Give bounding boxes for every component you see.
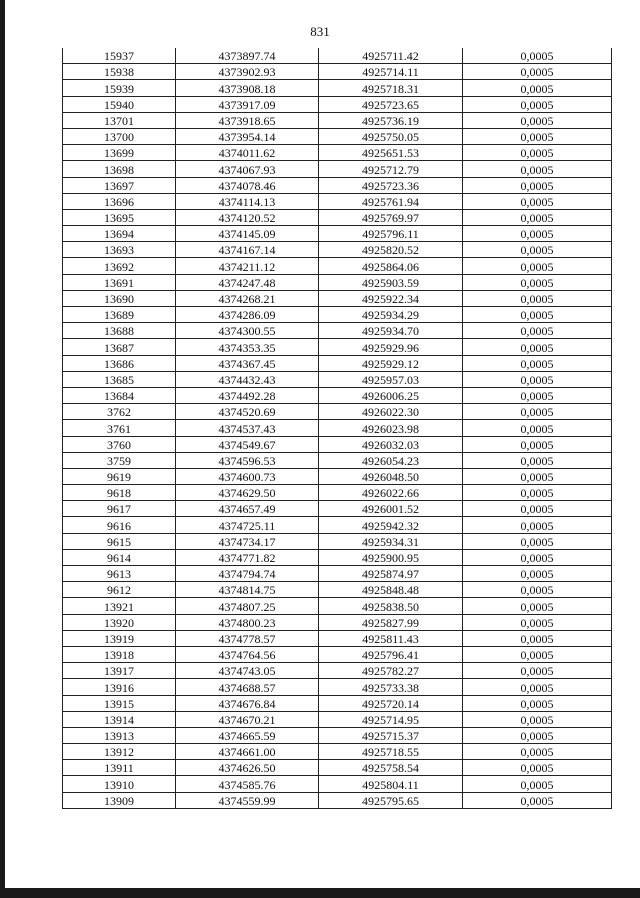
accuracy-cell: 0,0005 bbox=[463, 145, 612, 161]
point-number-cell: 13909 bbox=[63, 792, 176, 808]
x-coordinate-cell: 4374167.14 bbox=[176, 242, 319, 258]
accuracy-cell: 0,0005 bbox=[463, 258, 612, 274]
table-row bbox=[63, 339, 612, 355]
point-number-cell: 15940 bbox=[63, 96, 176, 112]
x-coordinate-cell: 4374367.45 bbox=[176, 355, 319, 371]
x-coordinate-cell: 4373954.14 bbox=[176, 128, 319, 144]
x-coordinate-cell: 4374725.11 bbox=[176, 517, 319, 533]
x-coordinate-cell: 4374559.99 bbox=[176, 792, 319, 808]
scan-border-left bbox=[0, 0, 5, 898]
point-number-cell: 13920 bbox=[63, 614, 176, 630]
point-number-cell: 15938 bbox=[63, 64, 176, 80]
accuracy-cell: 0,0005 bbox=[463, 663, 612, 679]
accuracy-cell: 0,0005 bbox=[463, 760, 612, 776]
table-row bbox=[63, 96, 612, 112]
x-coordinate-cell: 4374549.67 bbox=[176, 436, 319, 452]
table-row bbox=[63, 727, 612, 743]
y-coordinate-cell: 4926001.52 bbox=[319, 501, 463, 517]
table-row bbox=[63, 128, 612, 144]
table-row bbox=[63, 533, 612, 549]
x-coordinate-cell: 4374657.49 bbox=[176, 501, 319, 517]
point-number-cell: 13916 bbox=[63, 679, 176, 695]
table-row bbox=[63, 258, 612, 274]
table-row bbox=[63, 679, 612, 695]
accuracy-cell: 0,0005 bbox=[463, 48, 612, 64]
y-coordinate-cell: 4925900.95 bbox=[319, 549, 463, 565]
point-number-cell: 13697 bbox=[63, 177, 176, 193]
point-number-cell: 13921 bbox=[63, 598, 176, 614]
x-coordinate-cell: 4373908.18 bbox=[176, 80, 319, 96]
table-row bbox=[63, 193, 612, 209]
x-coordinate-cell: 4374600.73 bbox=[176, 468, 319, 484]
point-number-cell: 13912 bbox=[63, 744, 176, 760]
accuracy-cell: 0,0005 bbox=[463, 209, 612, 225]
table-row bbox=[63, 485, 612, 501]
table-row bbox=[63, 404, 612, 420]
point-number-cell: 13698 bbox=[63, 161, 176, 177]
y-coordinate-cell: 4925874.97 bbox=[319, 566, 463, 582]
x-coordinate-cell: 4374771.82 bbox=[176, 549, 319, 565]
y-coordinate-cell: 4926032.03 bbox=[319, 436, 463, 452]
point-number-cell: 3760 bbox=[63, 436, 176, 452]
point-number-cell: 3762 bbox=[63, 404, 176, 420]
x-coordinate-cell: 4374011.62 bbox=[176, 145, 319, 161]
accuracy-cell: 0,0005 bbox=[463, 711, 612, 727]
y-coordinate-cell: 4925712.79 bbox=[319, 161, 463, 177]
y-coordinate-cell: 4925769.97 bbox=[319, 209, 463, 225]
accuracy-cell: 0,0005 bbox=[463, 468, 612, 484]
point-number-cell: 13918 bbox=[63, 646, 176, 662]
x-coordinate-cell: 4373917.09 bbox=[176, 96, 319, 112]
y-coordinate-cell: 4925795.65 bbox=[319, 792, 463, 808]
y-coordinate-cell: 4925714.95 bbox=[319, 711, 463, 727]
scan-border-bottom bbox=[0, 888, 640, 898]
point-number-cell: 13685 bbox=[63, 371, 176, 387]
accuracy-cell: 0,0005 bbox=[463, 517, 612, 533]
table-row bbox=[63, 290, 612, 306]
table-row bbox=[63, 517, 612, 533]
accuracy-cell: 0,0005 bbox=[463, 679, 612, 695]
table-row bbox=[63, 209, 612, 225]
y-coordinate-cell: 4925715.37 bbox=[319, 727, 463, 743]
x-coordinate-cell: 4374629.50 bbox=[176, 485, 319, 501]
y-coordinate-cell: 4926022.66 bbox=[319, 485, 463, 501]
table-row bbox=[63, 776, 612, 792]
point-number-cell: 13917 bbox=[63, 663, 176, 679]
x-coordinate-cell: 4374078.46 bbox=[176, 177, 319, 193]
accuracy-cell: 0,0005 bbox=[463, 776, 612, 792]
y-coordinate-cell: 4925750.05 bbox=[319, 128, 463, 144]
point-number-cell: 15939 bbox=[63, 80, 176, 96]
y-coordinate-cell: 4925804.11 bbox=[319, 776, 463, 792]
table-row bbox=[63, 452, 612, 468]
x-coordinate-cell: 4374734.17 bbox=[176, 533, 319, 549]
table-row bbox=[63, 549, 612, 565]
y-coordinate-cell: 4925761.94 bbox=[319, 193, 463, 209]
x-coordinate-cell: 4373897.74 bbox=[176, 48, 319, 64]
x-coordinate-cell: 4374520.69 bbox=[176, 404, 319, 420]
point-number-cell: 13910 bbox=[63, 776, 176, 792]
table-row bbox=[63, 242, 612, 258]
accuracy-cell: 0,0005 bbox=[463, 646, 612, 662]
table-row bbox=[63, 112, 612, 128]
point-number-cell: 9617 bbox=[63, 501, 176, 517]
accuracy-cell: 0,0005 bbox=[463, 614, 612, 630]
table-row bbox=[63, 582, 612, 598]
accuracy-cell: 0,0005 bbox=[463, 161, 612, 177]
accuracy-cell: 0,0005 bbox=[463, 80, 612, 96]
y-coordinate-cell: 4925723.36 bbox=[319, 177, 463, 193]
y-coordinate-cell: 4925782.27 bbox=[319, 663, 463, 679]
accuracy-cell: 0,0005 bbox=[463, 371, 612, 387]
x-coordinate-cell: 4374814.75 bbox=[176, 582, 319, 598]
point-number-cell: 9618 bbox=[63, 485, 176, 501]
table-row bbox=[63, 274, 612, 290]
y-coordinate-cell: 4925929.96 bbox=[319, 339, 463, 355]
accuracy-cell: 0,0005 bbox=[463, 404, 612, 420]
accuracy-cell: 0,0005 bbox=[463, 436, 612, 452]
y-coordinate-cell: 4925651.53 bbox=[319, 145, 463, 161]
table-row bbox=[63, 646, 612, 662]
point-number-cell: 13691 bbox=[63, 274, 176, 290]
y-coordinate-cell: 4926023.98 bbox=[319, 420, 463, 436]
x-coordinate-cell: 4374670.21 bbox=[176, 711, 319, 727]
accuracy-cell: 0,0005 bbox=[463, 485, 612, 501]
point-number-cell: 9613 bbox=[63, 566, 176, 582]
y-coordinate-cell: 4925720.14 bbox=[319, 695, 463, 711]
x-coordinate-cell: 4374626.50 bbox=[176, 760, 319, 776]
x-coordinate-cell: 4374778.57 bbox=[176, 630, 319, 646]
table-row bbox=[63, 566, 612, 582]
accuracy-cell: 0,0005 bbox=[463, 96, 612, 112]
x-coordinate-cell: 4374145.09 bbox=[176, 226, 319, 242]
page-number: 831 bbox=[310, 24, 330, 39]
y-coordinate-cell: 4925934.70 bbox=[319, 323, 463, 339]
point-number-cell: 13700 bbox=[63, 128, 176, 144]
y-coordinate-cell: 4925922.34 bbox=[319, 290, 463, 306]
table-row bbox=[63, 760, 612, 776]
y-coordinate-cell: 4925903.59 bbox=[319, 274, 463, 290]
table-row bbox=[63, 64, 612, 80]
x-coordinate-cell: 4374585.76 bbox=[176, 776, 319, 792]
x-coordinate-cell: 4374743.05 bbox=[176, 663, 319, 679]
accuracy-cell: 0,0005 bbox=[463, 533, 612, 549]
table-row bbox=[63, 307, 612, 323]
x-coordinate-cell: 4374688.57 bbox=[176, 679, 319, 695]
y-coordinate-cell: 4925718.31 bbox=[319, 80, 463, 96]
point-number-cell: 13692 bbox=[63, 258, 176, 274]
table-row bbox=[63, 614, 612, 630]
y-coordinate-cell: 4925934.29 bbox=[319, 307, 463, 323]
table-row bbox=[63, 177, 612, 193]
x-coordinate-cell: 4374492.28 bbox=[176, 387, 319, 403]
accuracy-cell: 0,0005 bbox=[463, 549, 612, 565]
accuracy-cell: 0,0005 bbox=[463, 744, 612, 760]
table-row bbox=[63, 161, 612, 177]
point-number-cell: 9619 bbox=[63, 468, 176, 484]
x-coordinate-cell: 4374794.74 bbox=[176, 566, 319, 582]
table-row bbox=[63, 48, 612, 64]
table-row bbox=[63, 355, 612, 371]
accuracy-cell: 0,0005 bbox=[463, 290, 612, 306]
x-coordinate-cell: 4374676.84 bbox=[176, 695, 319, 711]
y-coordinate-cell: 4925864.06 bbox=[319, 258, 463, 274]
x-coordinate-cell: 4374537.43 bbox=[176, 420, 319, 436]
table-row bbox=[63, 695, 612, 711]
point-number-cell: 13919 bbox=[63, 630, 176, 646]
point-number-cell: 13686 bbox=[63, 355, 176, 371]
x-coordinate-cell: 4374300.55 bbox=[176, 323, 319, 339]
accuracy-cell: 0,0005 bbox=[463, 630, 612, 646]
point-number-cell: 13911 bbox=[63, 760, 176, 776]
y-coordinate-cell: 4925827.99 bbox=[319, 614, 463, 630]
x-coordinate-cell: 4374247.48 bbox=[176, 274, 319, 290]
accuracy-cell: 0,0005 bbox=[463, 226, 612, 242]
accuracy-cell: 0,0005 bbox=[463, 501, 612, 517]
y-coordinate-cell: 4925934.31 bbox=[319, 533, 463, 549]
y-coordinate-cell: 4925711.42 bbox=[319, 48, 463, 64]
y-coordinate-cell: 4925957.03 bbox=[319, 371, 463, 387]
table-row bbox=[63, 80, 612, 96]
table-row bbox=[63, 663, 612, 679]
point-number-cell: 13687 bbox=[63, 339, 176, 355]
accuracy-cell: 0,0005 bbox=[463, 128, 612, 144]
table-row bbox=[63, 145, 612, 161]
x-coordinate-cell: 4373918.65 bbox=[176, 112, 319, 128]
y-coordinate-cell: 4925733.38 bbox=[319, 679, 463, 695]
accuracy-cell: 0,0005 bbox=[463, 193, 612, 209]
accuracy-cell: 0,0005 bbox=[463, 792, 612, 808]
accuracy-cell: 0,0005 bbox=[463, 387, 612, 403]
table-row bbox=[63, 468, 612, 484]
point-number-cell: 13689 bbox=[63, 307, 176, 323]
table-row bbox=[63, 323, 612, 339]
accuracy-cell: 0,0005 bbox=[463, 582, 612, 598]
table-row bbox=[63, 371, 612, 387]
point-number-cell: 3759 bbox=[63, 452, 176, 468]
x-coordinate-cell: 4374596.53 bbox=[176, 452, 319, 468]
table-row bbox=[63, 598, 612, 614]
coordinates-table bbox=[62, 48, 612, 809]
accuracy-cell: 0,0005 bbox=[463, 355, 612, 371]
y-coordinate-cell: 4925714.11 bbox=[319, 64, 463, 80]
point-number-cell: 3761 bbox=[63, 420, 176, 436]
accuracy-cell: 0,0005 bbox=[463, 727, 612, 743]
x-coordinate-cell: 4374807.25 bbox=[176, 598, 319, 614]
y-coordinate-cell: 4925796.41 bbox=[319, 646, 463, 662]
y-coordinate-cell: 4925723.65 bbox=[319, 96, 463, 112]
accuracy-cell: 0,0005 bbox=[463, 323, 612, 339]
x-coordinate-cell: 4374800.23 bbox=[176, 614, 319, 630]
x-coordinate-cell: 4374120.52 bbox=[176, 209, 319, 225]
point-number-cell: 13693 bbox=[63, 242, 176, 258]
accuracy-cell: 0,0005 bbox=[463, 112, 612, 128]
x-coordinate-cell: 4373902.93 bbox=[176, 64, 319, 80]
table-row bbox=[63, 630, 612, 646]
point-number-cell: 15937 bbox=[63, 48, 176, 64]
point-number-cell: 13913 bbox=[63, 727, 176, 743]
y-coordinate-cell: 4926022.30 bbox=[319, 404, 463, 420]
accuracy-cell: 0,0005 bbox=[463, 339, 612, 355]
y-coordinate-cell: 4925758.54 bbox=[319, 760, 463, 776]
table-row bbox=[63, 711, 612, 727]
y-coordinate-cell: 4925736.19 bbox=[319, 112, 463, 128]
coordinates-table-body bbox=[63, 48, 612, 808]
accuracy-cell: 0,0005 bbox=[463, 598, 612, 614]
point-number-cell: 13701 bbox=[63, 112, 176, 128]
point-number-cell: 13688 bbox=[63, 323, 176, 339]
x-coordinate-cell: 4374353.35 bbox=[176, 339, 319, 355]
y-coordinate-cell: 4925820.52 bbox=[319, 242, 463, 258]
point-number-cell: 9614 bbox=[63, 549, 176, 565]
table-row bbox=[63, 744, 612, 760]
table-row bbox=[63, 436, 612, 452]
x-coordinate-cell: 4374661.00 bbox=[176, 744, 319, 760]
point-number-cell: 13914 bbox=[63, 711, 176, 727]
x-coordinate-cell: 4374067.93 bbox=[176, 161, 319, 177]
table-row bbox=[63, 226, 612, 242]
x-coordinate-cell: 4374114.13 bbox=[176, 193, 319, 209]
point-number-cell: 13915 bbox=[63, 695, 176, 711]
table-row bbox=[63, 792, 612, 808]
x-coordinate-cell: 4374665.59 bbox=[176, 727, 319, 743]
x-coordinate-cell: 4374286.09 bbox=[176, 307, 319, 323]
y-coordinate-cell: 4925942.32 bbox=[319, 517, 463, 533]
table-row bbox=[63, 420, 612, 436]
x-coordinate-cell: 4374211.12 bbox=[176, 258, 319, 274]
x-coordinate-cell: 4374764.56 bbox=[176, 646, 319, 662]
point-number-cell: 13699 bbox=[63, 145, 176, 161]
table-row bbox=[63, 387, 612, 403]
y-coordinate-cell: 4926054.23 bbox=[319, 452, 463, 468]
point-number-cell: 13696 bbox=[63, 193, 176, 209]
accuracy-cell: 0,0005 bbox=[463, 177, 612, 193]
x-coordinate-cell: 4374268.21 bbox=[176, 290, 319, 306]
point-number-cell: 9616 bbox=[63, 517, 176, 533]
point-number-cell: 9612 bbox=[63, 582, 176, 598]
point-number-cell: 9615 bbox=[63, 533, 176, 549]
accuracy-cell: 0,0005 bbox=[463, 452, 612, 468]
accuracy-cell: 0,0005 bbox=[463, 242, 612, 258]
accuracy-cell: 0,0005 bbox=[463, 274, 612, 290]
table-row bbox=[63, 501, 612, 517]
y-coordinate-cell: 4925796.11 bbox=[319, 226, 463, 242]
y-coordinate-cell: 4925929.12 bbox=[319, 355, 463, 371]
accuracy-cell: 0,0005 bbox=[463, 420, 612, 436]
y-coordinate-cell: 4925848.48 bbox=[319, 582, 463, 598]
x-coordinate-cell: 4374432.43 bbox=[176, 371, 319, 387]
y-coordinate-cell: 4926048.50 bbox=[319, 468, 463, 484]
point-number-cell: 13684 bbox=[63, 387, 176, 403]
point-number-cell: 13690 bbox=[63, 290, 176, 306]
point-number-cell: 13695 bbox=[63, 209, 176, 225]
y-coordinate-cell: 4925718.55 bbox=[319, 744, 463, 760]
accuracy-cell: 0,0005 bbox=[463, 307, 612, 323]
accuracy-cell: 0,0005 bbox=[463, 695, 612, 711]
accuracy-cell: 0,0005 bbox=[463, 64, 612, 80]
y-coordinate-cell: 4925838.50 bbox=[319, 598, 463, 614]
y-coordinate-cell: 4926006.25 bbox=[319, 387, 463, 403]
point-number-cell: 13694 bbox=[63, 226, 176, 242]
accuracy-cell: 0,0005 bbox=[463, 566, 612, 582]
y-coordinate-cell: 4925811.43 bbox=[319, 630, 463, 646]
